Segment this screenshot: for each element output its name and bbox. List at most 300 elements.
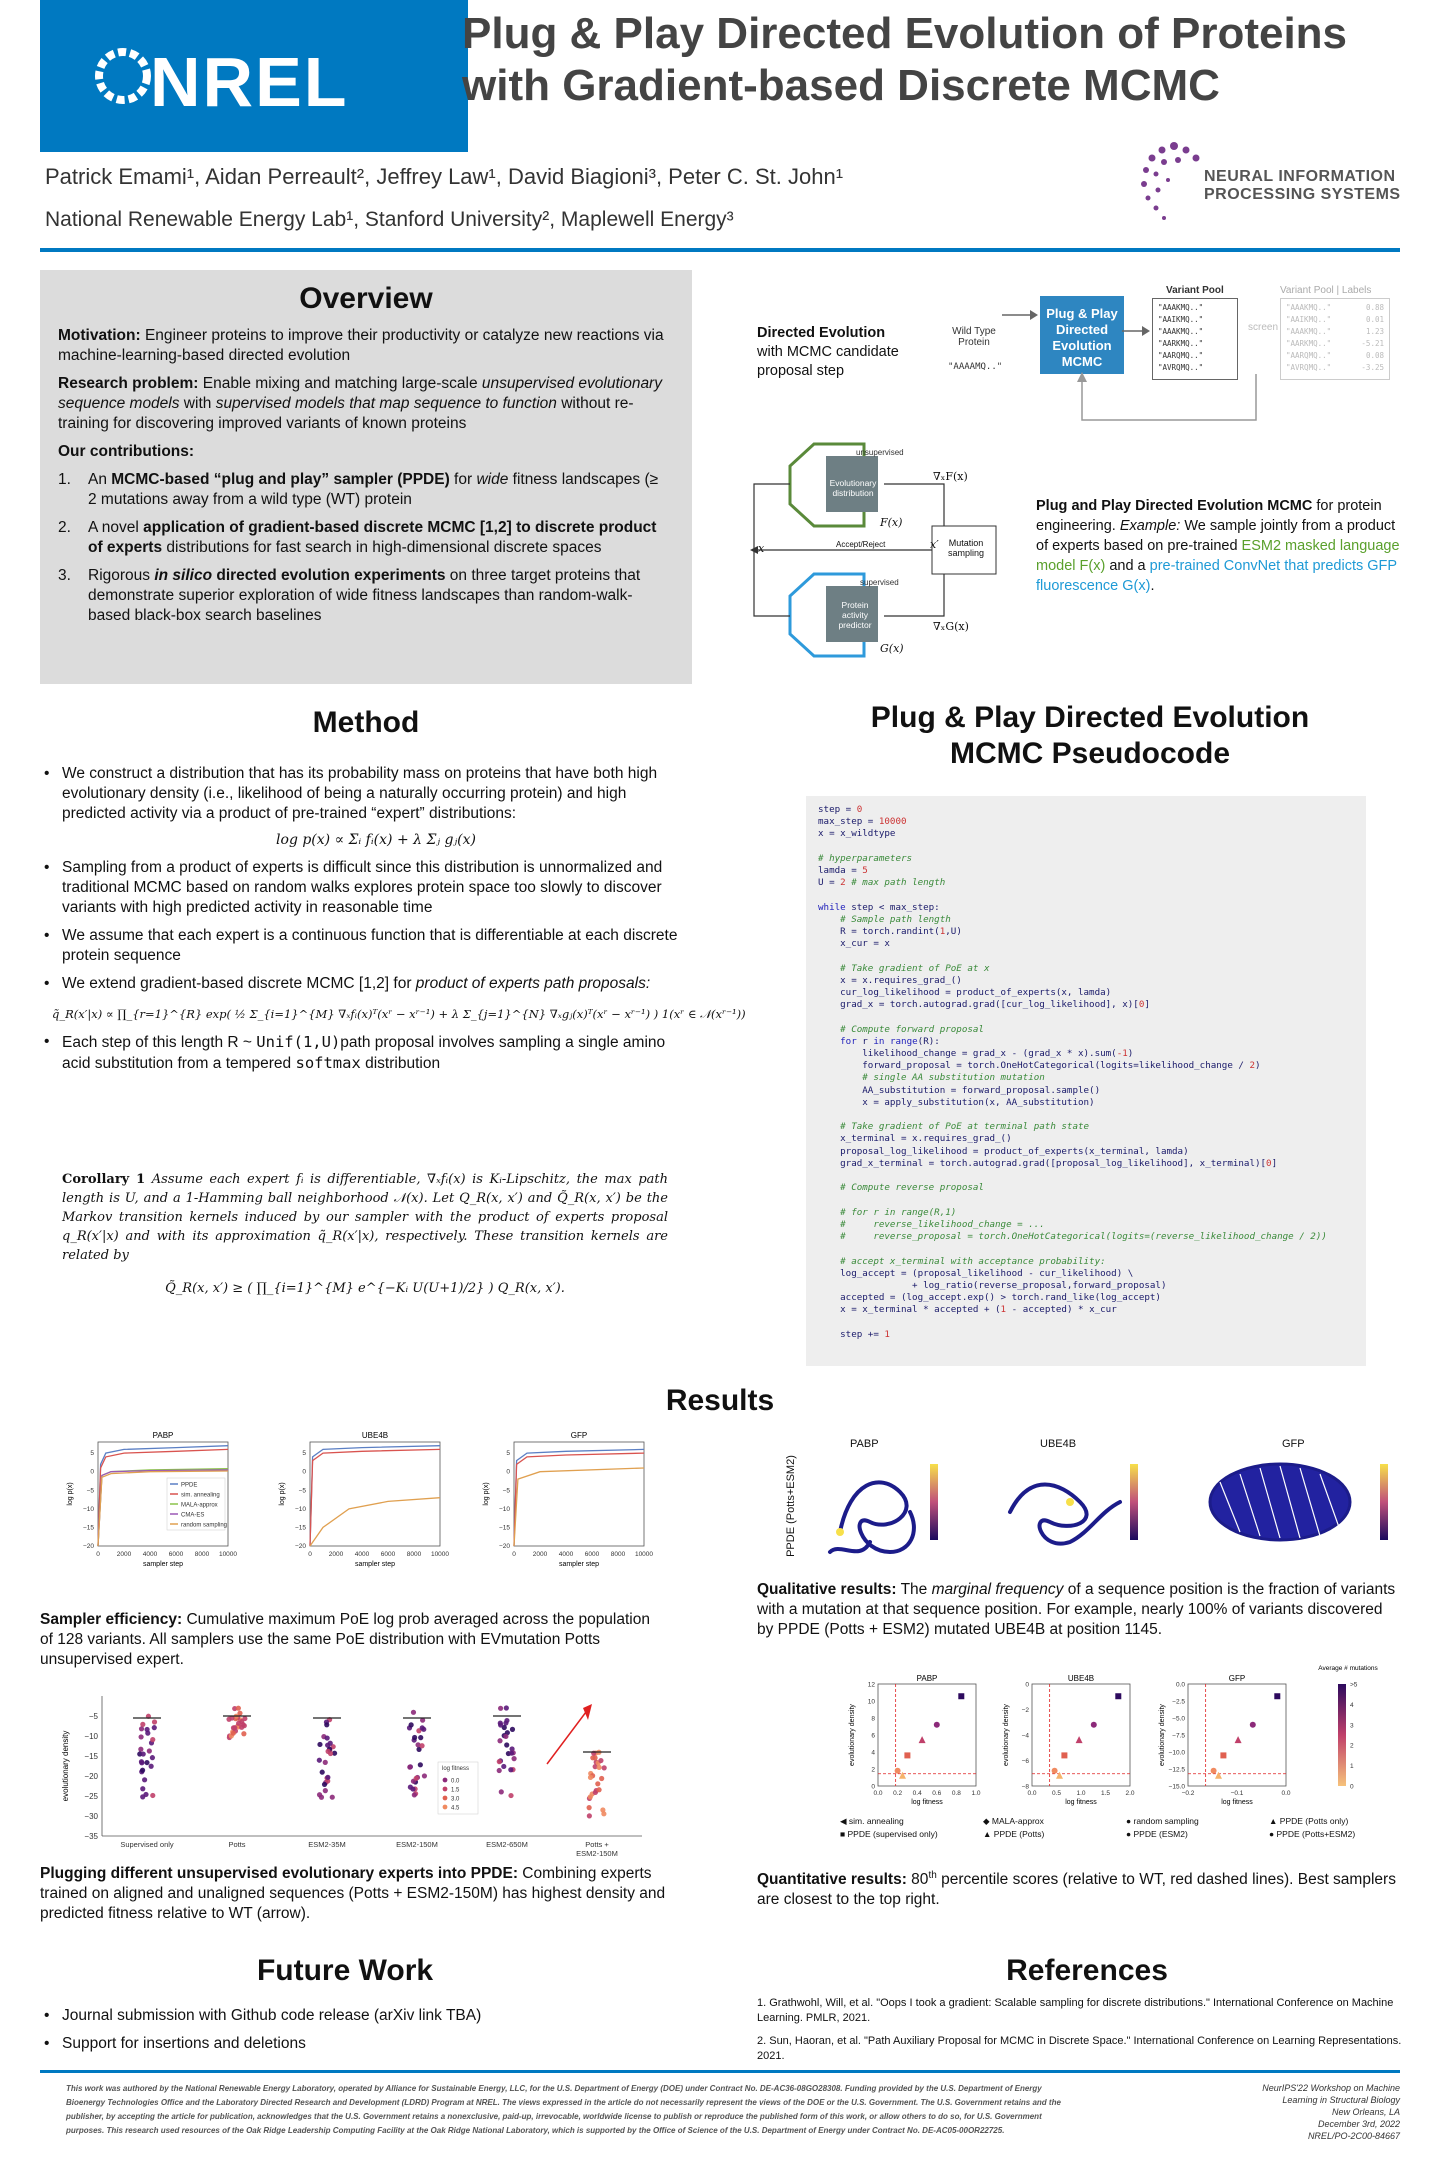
structure-title-ube4b: UBE4B (1040, 1438, 1077, 1450)
y-tick-label: −8 (1021, 1783, 1029, 1791)
structure-title-gfp: GFP (1282, 1438, 1305, 1450)
legend-label: 1.5 (451, 1787, 460, 1794)
x-tick-label: 0.4 (912, 1790, 922, 1797)
x-tick-label: 4000 (142, 1551, 158, 1558)
pabp-colorbar (930, 1464, 938, 1540)
legend-marker-icon: ● (1126, 1829, 1134, 1839)
chart-title: GFP (570, 1431, 588, 1440)
x-tick-label: 10000 (218, 1551, 238, 1558)
data-point (504, 1705, 509, 1710)
data-point (1250, 1722, 1256, 1728)
reference-2: 2. Sun, Haoran, et al. "Path Auxiliary Proposal for MCMC in Discrete Space." International Conference on Learning Representations. 2021. (757, 2035, 1402, 2062)
data-point (596, 1787, 601, 1792)
future-item-1: • Journal submission with Github code release (arXiv link TBA) (40, 2006, 680, 2026)
x-tick-label: ESM2-150M (576, 1849, 618, 1858)
data-point (139, 1726, 144, 1731)
data-point (317, 1742, 322, 1747)
highlight-arrow (547, 1708, 589, 1764)
data-point (236, 1706, 241, 1711)
y-tick-label: −5 (298, 1487, 306, 1495)
plug-caption: Plugging different unsupervised evolutionary experts into PPDE: Combining experts trained on aligned and unaligned sequences (Potts + ESM2-150M) has highest density and predicted fitness relative to WT (arrow). (40, 1865, 666, 1922)
supervised-label: supervised (860, 578, 899, 587)
legend-label: 3.0 (451, 1796, 460, 1803)
data-point (150, 1737, 155, 1742)
problem-text-3: with (179, 395, 216, 412)
data-point (152, 1719, 157, 1724)
y-tick-label: −5 (502, 1487, 510, 1495)
y-tick-label: 6 (871, 1732, 875, 1740)
pseudocode-block (806, 796, 1366, 1366)
data-point (317, 1758, 322, 1763)
protein-structures (800, 1452, 1410, 1572)
data-point (422, 1773, 427, 1778)
qual-caption: Qualitative results: The marginal frequency of a sequence position is the fraction of variants with a mutation at that sequence position. For example, nearly 100% of variants discovered by PPDE (Potts + ESM2) mutated UBE4B at position 1145. (757, 1581, 1396, 1638)
legend-item: ● PPDE (Potts+ESM2) (1269, 1829, 1356, 1839)
y-tick-label: −6 (1021, 1758, 1029, 1765)
colorbar-tick: 3 (1350, 1722, 1354, 1730)
y-axis-label: log p(x) (483, 1482, 490, 1506)
quantitative-charts (760, 1660, 1400, 1840)
y-tick-label: −20 (84, 1772, 98, 1781)
chart-ube4b (279, 1431, 449, 1568)
future-list (40, 2006, 680, 2062)
x-tick-label: 2000 (532, 1551, 548, 1558)
chart-title: UBE4B (361, 1431, 389, 1440)
y-tick-label: −4 (1021, 1732, 1029, 1740)
data-point (149, 1764, 154, 1769)
y-tick-label: −15 (498, 1524, 510, 1532)
fx-label: F(x) (880, 516, 903, 529)
x-tick-label: ESM2-150M (396, 1840, 438, 1849)
legend-label: 0.0 (451, 1778, 460, 1785)
header-divider (40, 248, 1400, 252)
plot-frame (310, 1442, 440, 1546)
quant-gfp (1159, 1674, 1291, 1806)
data-point (414, 1776, 419, 1781)
y-tick-label: −15.0 (1168, 1783, 1185, 1791)
y-axis-label: evolutionary density (849, 1704, 856, 1766)
data-point (600, 1807, 605, 1812)
data-point (147, 1748, 152, 1753)
overview-title: Overview (299, 282, 433, 315)
y-tick-label: 4 (871, 1749, 875, 1757)
accept-label: Accept/Reject (836, 540, 886, 549)
overview-body (58, 326, 668, 626)
problem-text-1: Enable mixing and matching large-scale (202, 375, 482, 392)
x-tick-label: 0.8 (951, 1790, 961, 1797)
pseudocode-title: Plug & Play Directed Evolution MCMC Pseudocode (870, 701, 1310, 770)
y-tick-label: −20 (82, 1543, 94, 1550)
legend-item: ◆ MALA-approx (983, 1816, 1044, 1826)
wild-type-label: Wild Type Protein (952, 326, 996, 348)
ube4b-hotspot (1066, 1498, 1074, 1506)
x-tick-label: ESM2-650M (486, 1840, 528, 1849)
legend-title: log fitness (442, 1766, 470, 1772)
y-tick-label: −15 (84, 1752, 98, 1761)
x-tick-label: Potts (228, 1840, 246, 1849)
data-point (139, 1734, 144, 1739)
colorbar (1338, 1684, 1346, 1786)
ppde-caption: Plug and Play Directed Evolution MCMC for protein engineering. Example: We sample jointly from a product of experts based on pre-trained ESM2 masked language model F(x) and a pre-trained ConvNet that predicts GFP fluorescence G(x). (1036, 498, 1400, 594)
colorbar-tick: 0 (1350, 1783, 1354, 1791)
activity-label: Protein activity predictor (838, 600, 872, 630)
y-tick-label: −5.0 (1172, 1715, 1185, 1723)
problem-text-2: unsupervised evolutionary sequence models (58, 375, 662, 412)
x-tick-label: 4000 (354, 1551, 370, 1558)
data-point (240, 1722, 245, 1727)
data-point (602, 1765, 607, 1770)
data-point (595, 1781, 600, 1786)
x-tick-label: ESM2-35M (308, 1840, 346, 1849)
data-point (330, 1795, 335, 1800)
labeled-item: "AARQMQ.." 0.08 (1286, 351, 1384, 360)
avg-mutations-colorbar (1318, 1665, 1378, 1791)
chart-gfp (483, 1431, 653, 1568)
y-tick-label: 0.0 (1175, 1681, 1185, 1689)
overview-panel (40, 270, 692, 684)
structure-title-pabp: PABP (850, 1438, 879, 1450)
x-tick-label: 10000 (430, 1551, 450, 1558)
chart-title: PABP (152, 1431, 174, 1440)
legend (167, 1478, 227, 1530)
contribution-1: 1. An MCMC-based “plug and play” sampler (PPDE) for wide fitness landscapes (≥ 2 mutations away from a wild type (WT) protein (58, 471, 659, 508)
y-axis-label: log p(x) (67, 1482, 74, 1506)
legend-swatch (443, 1778, 448, 1783)
data-point (508, 1793, 513, 1798)
method-bullet-1: • We construct a distribution that has its probability mass on proteins that have both high evolutionary density (i.e., likelihood of being a naturally occurring protein) and high predicted activity via a product of pre-trained “expert” distributions: log p(x) ∝ Σᵢ fᵢ(x) + λ Σⱼ gⱼ(x) (40, 764, 690, 850)
legend-item: ▲ PPDE (Potts only) (1269, 1816, 1349, 1826)
method-bullet-5: • Each step of this length R ~ Unif(1,U)path proposal involves sampling a single amino acid substitution from a tempered softmax distribution (40, 1032, 690, 1074)
data-point (895, 1768, 901, 1774)
legend-marker-icon: ◆ (983, 1816, 992, 1826)
y-tick-label: −20 (498, 1543, 510, 1550)
data-point (1052, 1768, 1058, 1774)
plot-frame (1188, 1684, 1286, 1786)
data-point (421, 1727, 426, 1732)
data-point (407, 1765, 412, 1770)
arrow-to-box (1000, 300, 1040, 330)
data-point (140, 1722, 145, 1727)
data-point (503, 1734, 508, 1739)
y-tick-label: 0 (1025, 1681, 1029, 1689)
data-point (328, 1741, 333, 1746)
grad-g-label: ∇ₓG(x) (933, 620, 969, 633)
x-tick-label: 10000 (634, 1551, 654, 1558)
data-point (1115, 1693, 1121, 1699)
legend-label: MALA-approx (181, 1502, 218, 1509)
data-point (934, 1722, 940, 1728)
data-point (418, 1762, 423, 1767)
method-bullet-3: • We assume that each expert is a continuous function that is differentiable at each discrete protein sequence (40, 926, 690, 966)
data-point (324, 1722, 329, 1727)
neurips-line2: PROCESSING SYSTEMS (1204, 186, 1401, 203)
data-point (509, 1751, 514, 1756)
footer-divider (40, 2070, 1400, 2073)
data-point (498, 1722, 503, 1727)
ube4b-structure (1010, 1485, 1120, 1544)
data-point (231, 1731, 236, 1736)
problem-text-4: supervised models that map sequence to function (215, 395, 557, 412)
data-point (322, 1782, 327, 1787)
evo-dist-label: Evolutionary distribution (829, 478, 877, 498)
y-tick-label: 0 (506, 1468, 510, 1476)
method-body (40, 764, 746, 1082)
corollary: Corollary 1 Assume each expert fᵢ is differentiable, ∇ₓfᵢ(x) is Kᵢ-Lipschitz, the max path length is U, and a 1-Hamming ball neighborhood 𝒩(x). Let Q_R(x, x′) and Q̃_R(x, x′) be the Markov transition kernels induced by our sampler with the product of experts proposal q_R(x′|x) and with its approximation q̃_R(x′|x), respectively. These transition kernels are related by Q̃_R(x, x′) ≥ ( ∏_{i=1}^{M} e^{−Kᵢ U(U+1)/2} ) Q_R(x, x′). (62, 1172, 669, 1296)
data-point (138, 1747, 143, 1752)
data-point (241, 1731, 246, 1736)
legend-marker-icon: ▲ (983, 1829, 994, 1839)
colorbar-tick: 4 (1350, 1701, 1354, 1709)
legend-marker-icon: ● (1269, 1829, 1277, 1839)
quant-ube4b (1003, 1674, 1135, 1806)
x-tick-label: 0.6 (932, 1790, 942, 1797)
y-tick-label: −10 (82, 1505, 94, 1513)
motivation-text: Engineer proteins to improve their productivity or catalyze new reactions via machine-learning-based directed evolution (58, 327, 664, 364)
y-tick-label: −10 (294, 1505, 306, 1513)
y-tick-label: −20 (294, 1543, 306, 1550)
quant-legend (840, 1816, 1400, 1839)
unsupervised-label: unsupervised (856, 448, 904, 457)
x-tick-label: 2000 (328, 1551, 344, 1558)
contributions-label: Our contributions: (58, 443, 195, 460)
pabp-hotspot (836, 1528, 844, 1536)
nrel-sunburst-icon (95, 45, 151, 107)
data-point (597, 1765, 602, 1770)
y-tick-label: 12 (867, 1681, 875, 1689)
y-tick-label: −12.5 (1168, 1766, 1185, 1774)
affiliations: National Renewable Energy Lab¹, Stanford University², Maplewell Energy³ (45, 208, 734, 231)
x-tick-label: 0.5 (1051, 1790, 1062, 1797)
variant-pool-title: Variant Pool (1166, 285, 1224, 296)
data-point (150, 1755, 155, 1760)
data-point (588, 1775, 593, 1780)
y-tick-label: −7.5 (1172, 1732, 1185, 1740)
eq-proposal: q̃_R(x′|x) ∝ ∏_{r=1}^{R} exp( ½ Σ_{i=1}^{M} ∇ₓfᵢ(x)ᵀ(xʳ − xʳ⁻¹) + λ Σ_{j=1}^{N} ∇ₓgⱼ(x)ᵀ(xʳ − xʳ⁻¹) ) 1(xʳ ∈ 𝒩(xʳ⁻¹)) (52, 1007, 746, 1021)
data-point (323, 1788, 328, 1793)
x-tick-label: 2.0 (1125, 1790, 1135, 1797)
quant-caption: Quantitative results: 80th percentile scores (relative to WT, red dashed lines). Best samplers are closest to the top right. (757, 1870, 1396, 1909)
pool-item: "AARQMQ.." (1158, 351, 1204, 360)
contribution-2: 2. A novel application of gradient-based discrete MCMC [1,2] to discrete product of experts distributions for fast search in high-dimensional discrete spaces (58, 519, 657, 556)
legend (438, 1762, 478, 1814)
legend-marker-icon: ■ (840, 1829, 848, 1839)
data-point (140, 1786, 145, 1791)
data-point (1211, 1768, 1217, 1774)
data-point (412, 1792, 417, 1797)
y-tick-label: 8 (871, 1715, 875, 1723)
data-point (140, 1768, 145, 1773)
colorbar-title: Average # mutations (1318, 1665, 1378, 1672)
y-tick-label: 5 (90, 1450, 94, 1458)
y-tick-label: 10 (867, 1698, 875, 1706)
labeled-item: "AAAKMQ.." 1.23 (1286, 327, 1384, 336)
data-point (1061, 1752, 1067, 1758)
legend-marker-icon: ◀ (840, 1816, 849, 1826)
x-tick-label: −0.2 (1181, 1790, 1195, 1797)
gfp-colorbar (1380, 1464, 1388, 1540)
data-point (504, 1742, 509, 1747)
legend-item: ● PPDE (ESM2) (1126, 1829, 1188, 1839)
y-tick-label: −10 (84, 1732, 98, 1741)
wild-type-seq: "AAAAMQ.." (948, 362, 1003, 372)
legend-item: ● random sampling (1126, 1816, 1199, 1826)
neurips-line1: NEURAL INFORMATION (1204, 168, 1396, 185)
data-point (598, 1758, 603, 1763)
data-point (145, 1731, 150, 1736)
results-title: Results (665, 1384, 775, 1417)
y-tick-label: −2.5 (1172, 1698, 1185, 1706)
y-axis-label: evolutionary density (61, 1730, 70, 1802)
x-tick-label: 1.5 (1100, 1790, 1111, 1797)
x-label: x (758, 542, 765, 555)
data-point (142, 1777, 147, 1782)
data-point (152, 1725, 157, 1730)
data-point (139, 1759, 144, 1764)
x-tick-label: −0.1 (1230, 1790, 1244, 1797)
y-tick-label: −30 (84, 1812, 98, 1821)
problem-text-5: without re-training for discovering improved variants of known proteins (58, 395, 634, 432)
colorbar-tick: >5 (1350, 1681, 1358, 1689)
pool-item: "AVRQMQ.." (1158, 363, 1204, 372)
data-point (144, 1760, 149, 1765)
x-tick-label: 0 (308, 1551, 312, 1558)
x-tick-label: 6000 (584, 1551, 600, 1558)
legend-swatch (443, 1796, 448, 1801)
method-title: Method (312, 706, 420, 739)
sampler-efficiency-charts (40, 1428, 680, 1594)
data-point (499, 1789, 504, 1794)
labeled-item: "AAAKMQ.." 0.88 (1286, 303, 1384, 312)
future-item-2: • Support for insertions and deletions (40, 2034, 680, 2054)
data-point (325, 1735, 330, 1740)
gfp-structure (1210, 1464, 1350, 1540)
y-tick-label: −15 (82, 1524, 94, 1532)
data-point (323, 1760, 328, 1765)
data-point (236, 1721, 241, 1726)
gx-label: G(x) (880, 642, 904, 655)
legend-item: ■ PPDE (supervised only) (840, 1829, 938, 1839)
motivation-label: Motivation: (58, 327, 141, 344)
data-point (501, 1764, 506, 1769)
x-tick-label: 0.0 (1281, 1790, 1291, 1797)
chart-title: UBE4B (1067, 1674, 1095, 1683)
plot-frame (878, 1684, 976, 1786)
sampler-caption: Sampler efficiency: Cumulative maximum PoE log prob averaged across the population of 128 variants. All samplers use the same PoE distribution with EVmutation Potts unsupervised expert. (40, 1611, 650, 1668)
y-tick-label: 0 (302, 1468, 306, 1476)
data-point (325, 1749, 330, 1754)
chart-title: GFP (1228, 1674, 1246, 1683)
plot-frame (514, 1442, 644, 1546)
x-tick-label: 0.0 (873, 1790, 883, 1797)
data-point (325, 1775, 330, 1780)
x-tick-label: 1.0 (1076, 1790, 1086, 1797)
x-axis-label: sampler step (142, 1561, 184, 1568)
x-tick-label: 2000 (116, 1551, 132, 1558)
data-point (410, 1786, 415, 1791)
legend-marker-icon: ● (1126, 1816, 1134, 1826)
poster-title: Plug & Play Directed Evolution of Proteins with Gradient-based Discrete MCMC (462, 9, 1348, 110)
future-title: Future Work (256, 1954, 434, 1987)
data-point (958, 1693, 964, 1699)
labeled-item: "AVRQMQ.." -3.25 (1286, 363, 1384, 372)
data-point (510, 1727, 515, 1732)
labeled-item: "AARKMQ.." -5.21 (1286, 339, 1384, 348)
y-axis-label: log p(x) (279, 1482, 286, 1506)
y-tick-label: 0 (871, 1783, 875, 1791)
x-tick-label: 0.2 (893, 1790, 903, 1797)
labels-title: Variant Pool | Labels (1280, 285, 1372, 296)
x-tick-label: 0 (96, 1551, 100, 1558)
labeled-pool (1280, 298, 1390, 380)
ube4b-colorbar (1130, 1464, 1138, 1540)
data-point (497, 1768, 502, 1773)
y-tick-label: −10.0 (1168, 1749, 1185, 1757)
x-tick-label: 8000 (610, 1551, 626, 1558)
data-point (498, 1706, 503, 1711)
data-point (497, 1738, 502, 1743)
y-axis-label: evolutionary density (1159, 1704, 1166, 1766)
ppde-box: Plug & Play Directed Evolution MCMC (1040, 296, 1124, 374)
data-point (141, 1751, 146, 1756)
y-tick-label: 5 (506, 1450, 510, 1458)
x-axis-label: log fitness (911, 1799, 943, 1806)
arrow-head (583, 1704, 592, 1720)
legend-label: sim. annealing (181, 1492, 220, 1499)
legend-label: CMA-ES (181, 1512, 205, 1519)
method-bullet-4: • We extend gradient-based discrete MCMC [1,2] for product of experts path proposals: q̃_R(x′|x) ∝ ∏_{r=1}^{R} exp( ½ Σ_{i=1}^{M} ∇ₓfᵢ(x)ᵀ(xʳ − xʳ⁻¹) + λ Σ_{j=1}^{N} ∇ₓgⱼ(x)ᵀ(xʳ − xʳ⁻¹) ) 1(xʳ ∈ 𝒩(xʳ⁻¹)) (40, 974, 690, 1024)
pool-item: "AAIKMQ.." (1158, 315, 1204, 324)
venue-info: NeurIPS'22 Workshop on Machine Learning in Structural Biology New Orleans, LA December 3rd, 2022 NREL/PO-2C00-84667 (1262, 2083, 1400, 2141)
legend-item: ▲ PPDE (Potts) (983, 1829, 1045, 1839)
data-point (412, 1735, 417, 1740)
data-point (497, 1759, 502, 1764)
data-point (409, 1722, 414, 1727)
method-bullet-2: • Sampling from a product of experts is difficult since this distribution is unnormalized and traditional MCMC based on random walks explores protein space too slowly to discover variants with high predicted activity in reasonable time (40, 858, 690, 918)
x-tick-label: 4000 (558, 1551, 574, 1558)
eq-logp: log p(x) ∝ Σᵢ fᵢ(x) + λ Σⱼ gⱼ(x) (276, 832, 476, 848)
quant-pabp (849, 1674, 981, 1806)
y-tick-label: 5 (302, 1450, 306, 1458)
data-point (508, 1767, 513, 1772)
data-point (588, 1794, 593, 1799)
arrow-to-pool (1122, 324, 1152, 338)
references-list (757, 1996, 1402, 2064)
x-tick-label: 6000 (168, 1551, 184, 1558)
screen-label: screen (1248, 322, 1279, 333)
evo-density-stripplot (40, 1690, 700, 1870)
data-point (587, 1805, 592, 1810)
variant-pool (1152, 298, 1238, 380)
data-point (591, 1751, 596, 1756)
chart-pabp (67, 1431, 237, 1568)
x-tick-label: Potts + (585, 1840, 609, 1849)
y-tick-label: −10 (498, 1505, 510, 1513)
data-point (904, 1752, 910, 1758)
plot-frame (1032, 1684, 1130, 1786)
data-point (317, 1792, 322, 1797)
de-caption: Directed Evolution with MCMC candidate proposal step (757, 325, 899, 379)
y-tick-label: −5 (86, 1487, 94, 1495)
x-axis-label: sampler step (354, 1561, 396, 1568)
nrel-logo-text: NREL (150, 43, 349, 121)
x-axis-label: log fitness (1065, 1799, 1097, 1806)
x-tick-label: 8000 (194, 1551, 210, 1558)
x-tick-label: 0.0 (1027, 1790, 1037, 1797)
y-tick-label: −35 (84, 1832, 98, 1841)
colorbar-tick: 2 (1350, 1742, 1354, 1750)
legend-swatch (443, 1787, 448, 1792)
y-tick-label: −25 (84, 1792, 98, 1801)
